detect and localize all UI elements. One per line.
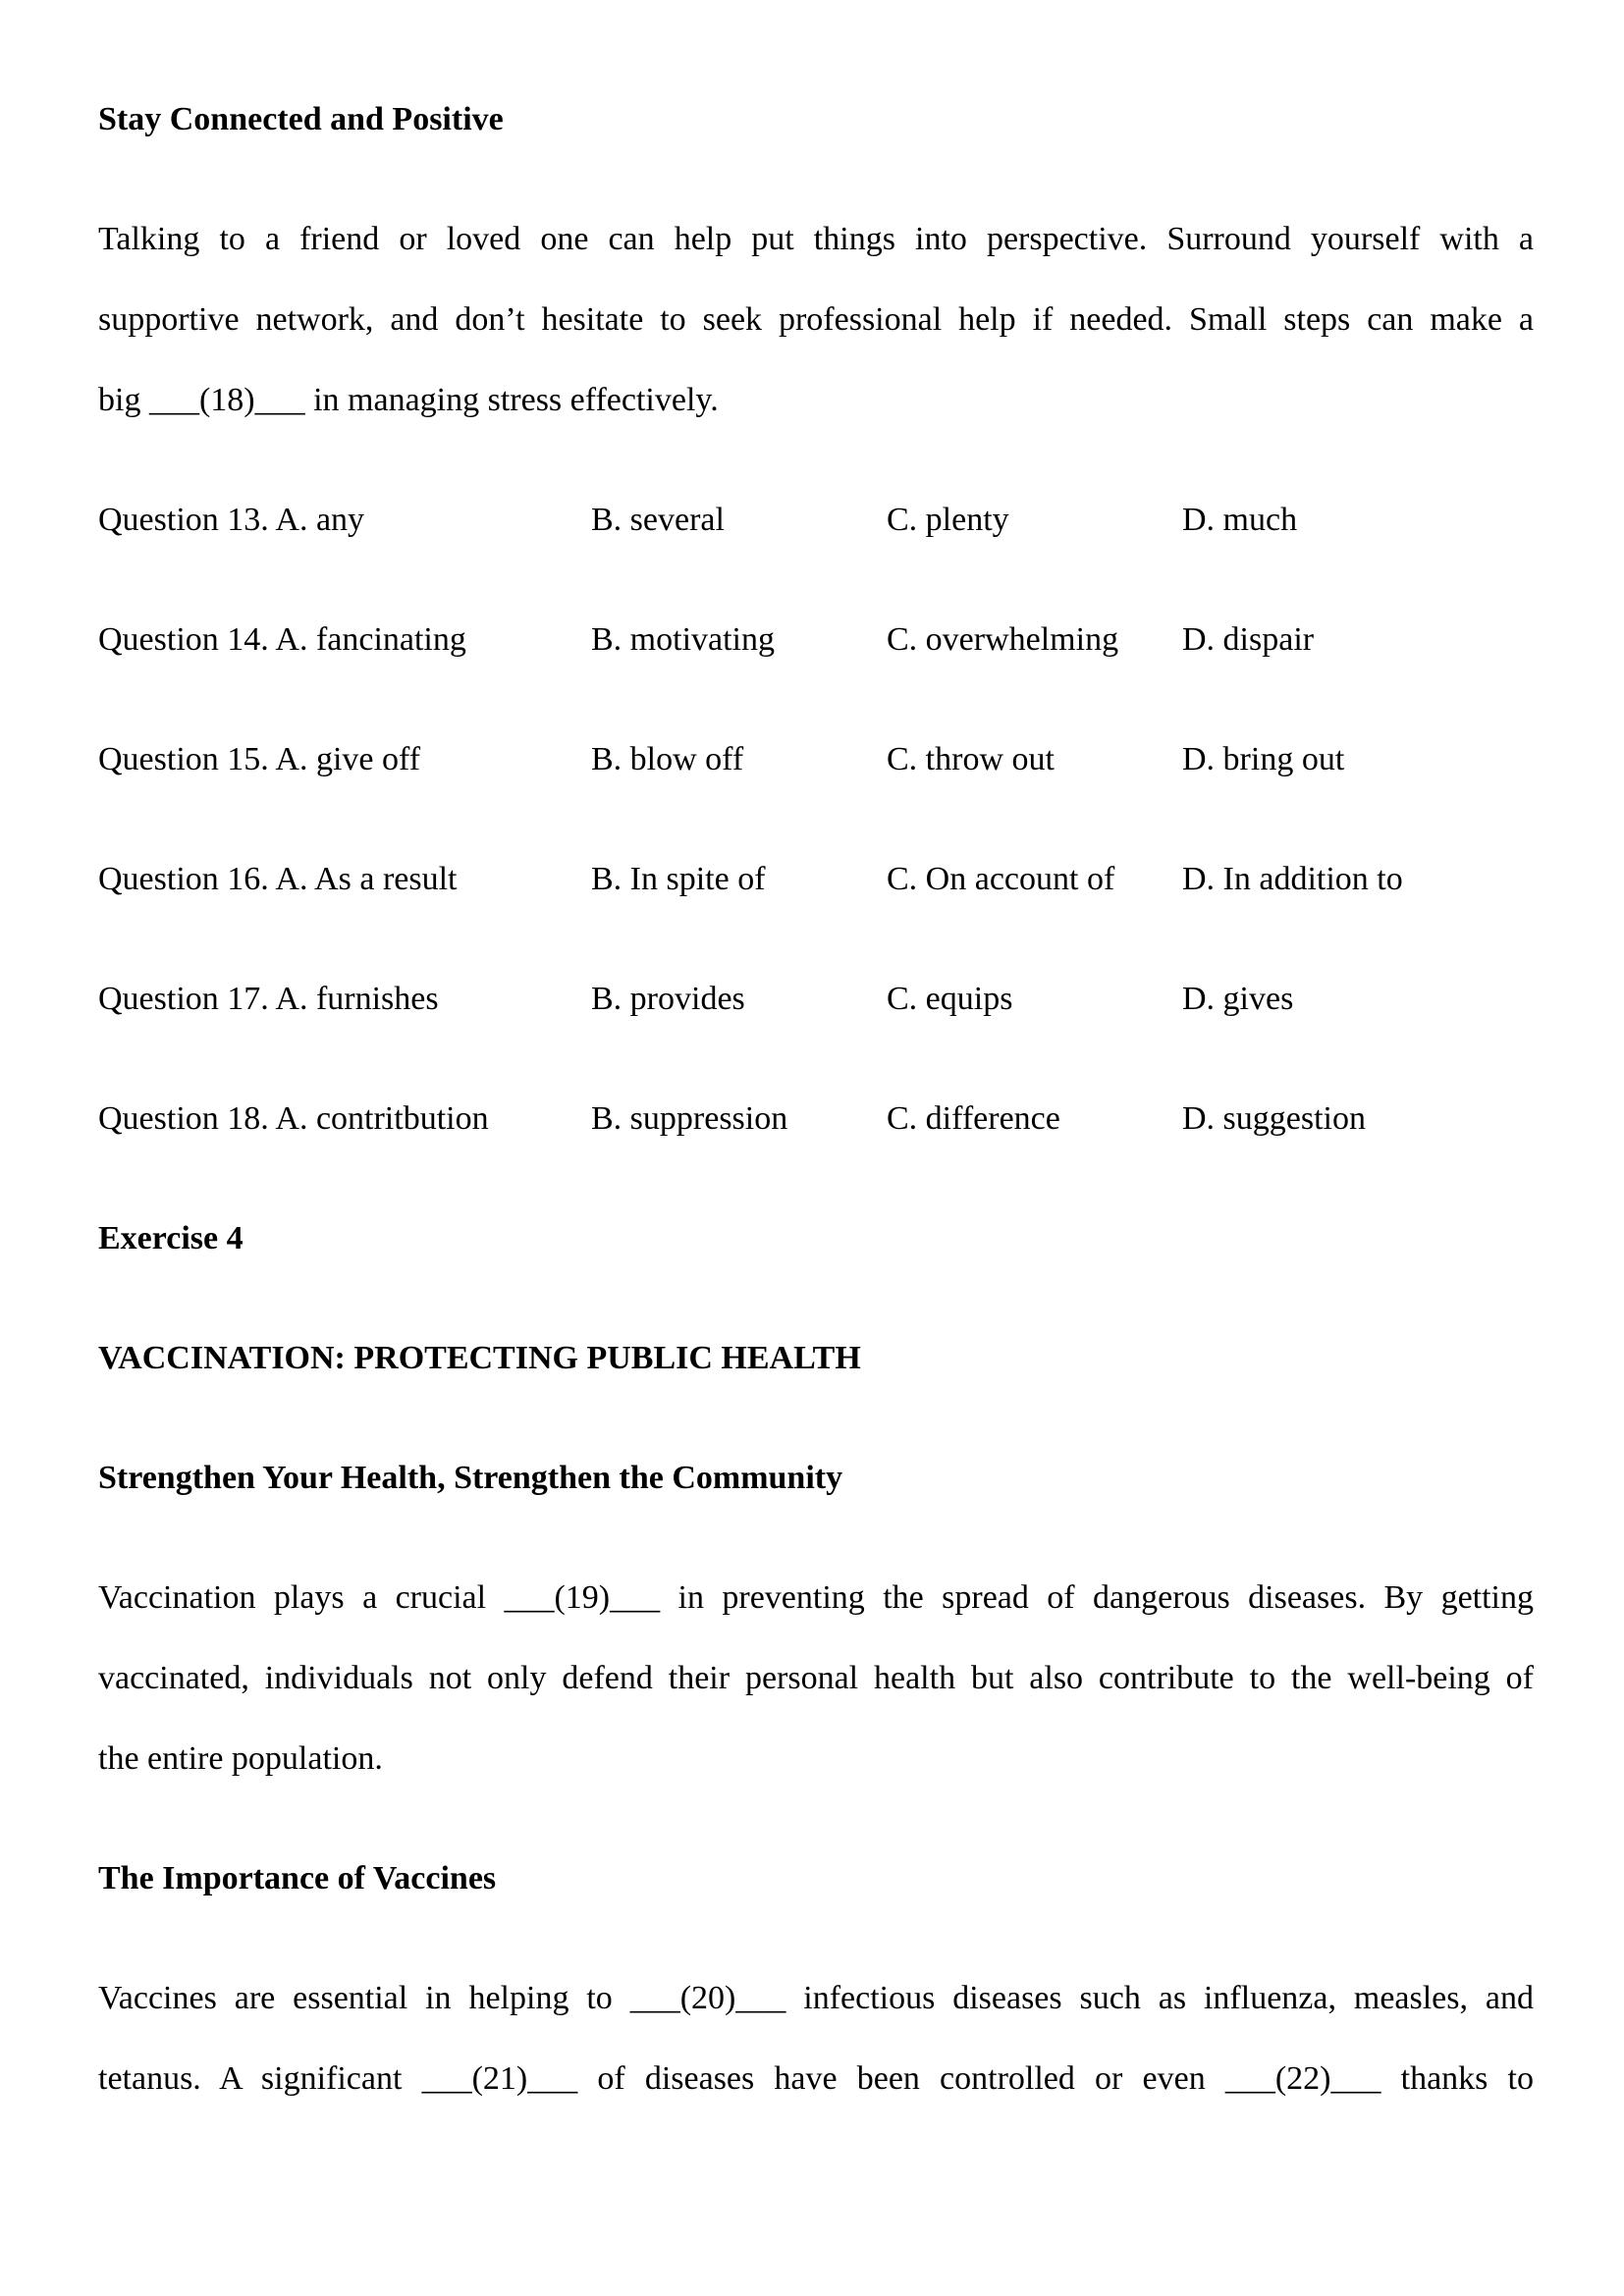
- paragraph-line: supportive network, and don’t hesitate to seek professional help if needed. Small steps can make a: [98, 301, 1534, 338]
- question-17-option-b: B. provides: [591, 981, 745, 1017]
- paragraph-line: vaccinated, individuals not only defend their personal health but also contribute to the well-being of: [98, 1660, 1534, 1696]
- question-15-option-a: Question 15. A. give off: [98, 741, 421, 777]
- question-18-option-c: C. difference: [887, 1100, 1060, 1137]
- question-row-17: [98, 980, 1534, 1019]
- question-15-option-c: C. throw out: [887, 741, 1055, 777]
- question-15-option-b: B. blow off: [591, 741, 744, 777]
- question-17-option-d: D. gives: [1182, 981, 1294, 1017]
- paragraph-line: big ___(18)___ in managing stress effectively.: [98, 382, 719, 418]
- question-16-option-c: C. On account of: [887, 861, 1115, 897]
- paragraph-line: Talking to a friend or loved one can help put things into perspective. Surround yourself with a: [98, 221, 1534, 257]
- question-13-option-b: B. several: [591, 502, 725, 538]
- question-18-option-d: D. suggestion: [1182, 1100, 1366, 1137]
- question-14-option-a: Question 14. A. fancinating: [98, 621, 466, 658]
- question-row-15: [98, 740, 1534, 779]
- section-heading-stay-connected: Stay Connected and Positive: [98, 101, 504, 137]
- section-heading-importance: The Importance of Vaccines: [98, 1860, 497, 1896]
- question-row-16: [98, 860, 1534, 899]
- question-14-option-c: C. overwhelming: [887, 621, 1119, 658]
- paragraph-line: Vaccines are essential in helping to ___(20)___ infectious diseases such as influenza, measles, and: [98, 1980, 1534, 2016]
- question-16-option-b: B. In spite of: [591, 861, 766, 897]
- section-heading-strengthen: Strengthen Your Health, Strengthen the Community: [98, 1460, 843, 1496]
- question-18-option-b: B. suppression: [591, 1100, 788, 1137]
- question-row-18: [98, 1099, 1534, 1139]
- question-16-option-d: D. In addition to: [1182, 861, 1403, 897]
- question-row-13: [98, 501, 1534, 540]
- question-13-option-c: C. plenty: [887, 502, 1009, 538]
- paragraph-line: tetanus. A significant ___(21)___ of diseases have been controlled or even ___(22)___ thanks to: [98, 2060, 1534, 2097]
- question-15-option-d: D. bring out: [1182, 741, 1345, 777]
- question-17-option-a: Question 17. A. furnishes: [98, 981, 439, 1017]
- exercise-title: Exercise 4: [98, 1220, 244, 1256]
- paragraph-line: Vaccination plays a crucial ___(19)___ in preventing the spread of dangerous diseases. By getting: [98, 1579, 1534, 1616]
- question-13-option-a: Question 13. A. any: [98, 502, 365, 538]
- question-row-14: [98, 620, 1534, 660]
- question-16-option-a: Question 16. A. As a result: [98, 861, 458, 897]
- question-14-option-d: D. dispair: [1182, 621, 1315, 658]
- paragraph-line: the entire population.: [98, 1740, 383, 1777]
- question-18-option-a: Question 18. A. contritbution: [98, 1100, 489, 1137]
- question-14-option-b: B. motivating: [591, 621, 775, 658]
- main-title: VACCINATION: PROTECTING PUBLIC HEALTH: [98, 1340, 861, 1376]
- question-17-option-c: C. equips: [887, 981, 1013, 1017]
- question-13-option-d: D. much: [1182, 502, 1298, 538]
